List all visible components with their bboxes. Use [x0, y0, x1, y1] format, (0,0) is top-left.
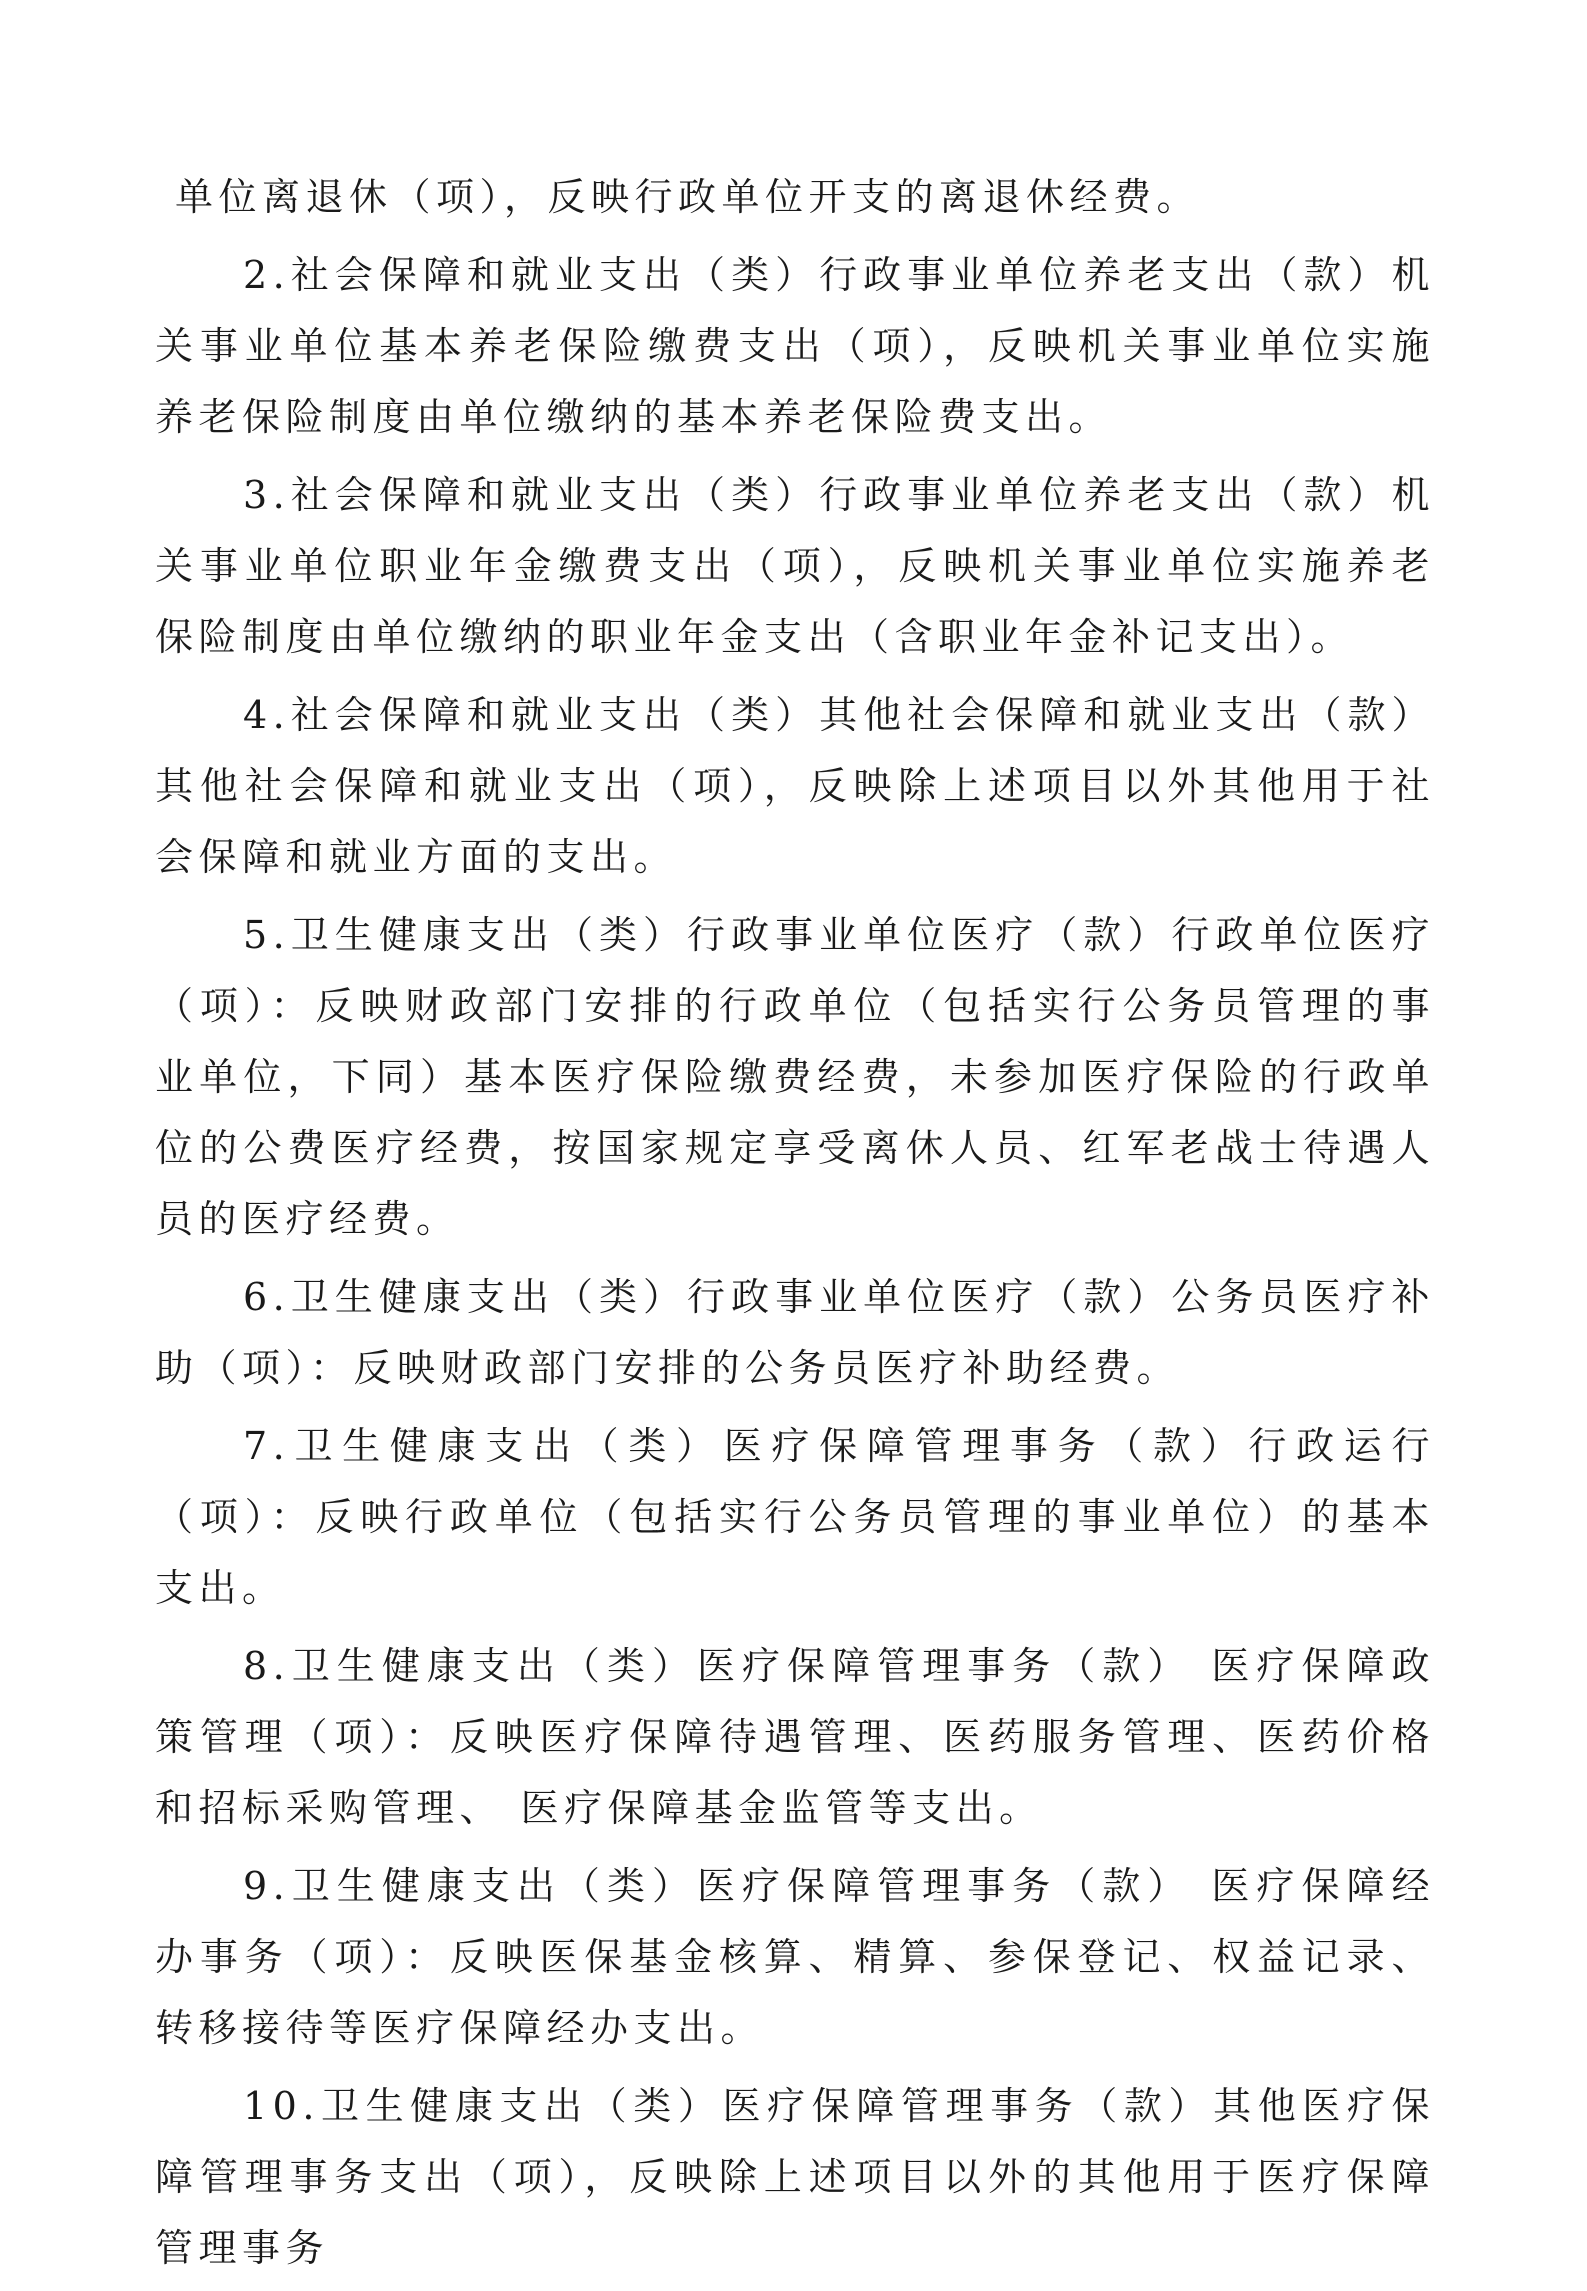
paragraph-item-6: 6.卫生健康支出（类）行政事业单位医疗（款）公务员医疗补助（项）：反映财政部门安排的公务员医疗补助经费。 — [155, 1275, 1435, 1390]
paragraph-item-2: 2.社会保障和就业支出（类）行政事业单位养老支出（款）机关事业单位基本养老保险缴费支出（项），反映机关事业单位实施养老保险制度由单位缴纳的基本养老保险费支出。 — [155, 253, 1435, 439]
paragraph-item-9: 9.卫生健康支出（类）医疗保障管理事务（款） 医疗保障经办事务（项）：反映医保基金核算、精算、参保登记、权益记录、转移接待等医疗保障经办支出。 — [155, 1864, 1435, 2050]
document-body — [155, 162, 1435, 2291]
paragraph-item-10: 10.卫生健康支出（类）医疗保障管理事务（款）其他医疗保障管理事务支出（项），反映除上述项目以外的其他用于医疗保障管理事务 — [155, 2084, 1435, 2270]
paragraph-item-4: 4.社会保障和就业支出（类）其他社会保障和就业支出（款）其他社会保障和就业支出（项），反映除上述项目以外其他用于社会保障和就业方面的支出。 — [155, 693, 1435, 879]
paragraph-item-3: 3.社会保障和就业支出（类）行政事业单位养老支出（款）机关事业单位职业年金缴费支出（项），反映机关事业单位实施养老保险制度由单位缴纳的职业年金支出（含职业年金补记支出）。 — [155, 473, 1435, 659]
paragraph-item-7: 7.卫生健康支出（类）医疗保障管理事务（款）行政运行（项）：反映行政单位（包括实行公务员管理的事业单位）的基本支出。 — [155, 1424, 1435, 1610]
paragraph-item-5: 5.卫生健康支出（类）行政事业单位医疗（款）行政单位医疗（项）：反映财政部门安排的行政单位（包括实行公务员管理的事业单位，下同）基本医疗保险缴费经费，未参加医疗保险的行政单位的公费医疗经费，按国家规定享受离休人员、红军老战士待遇人员的医疗经费。 — [155, 913, 1435, 1241]
paragraph-item-8: 8.卫生健康支出（类）医疗保障管理事务（款） 医疗保障政策管理（项）：反映医疗保障待遇管理、医药服务管理、医药价格和招标采购管理、 医疗保障基金监管等支出。 — [155, 1644, 1435, 1830]
paragraph-continuation: 单位离退休（项），反映行政单位开支的离退休经费。 — [175, 175, 1201, 219]
